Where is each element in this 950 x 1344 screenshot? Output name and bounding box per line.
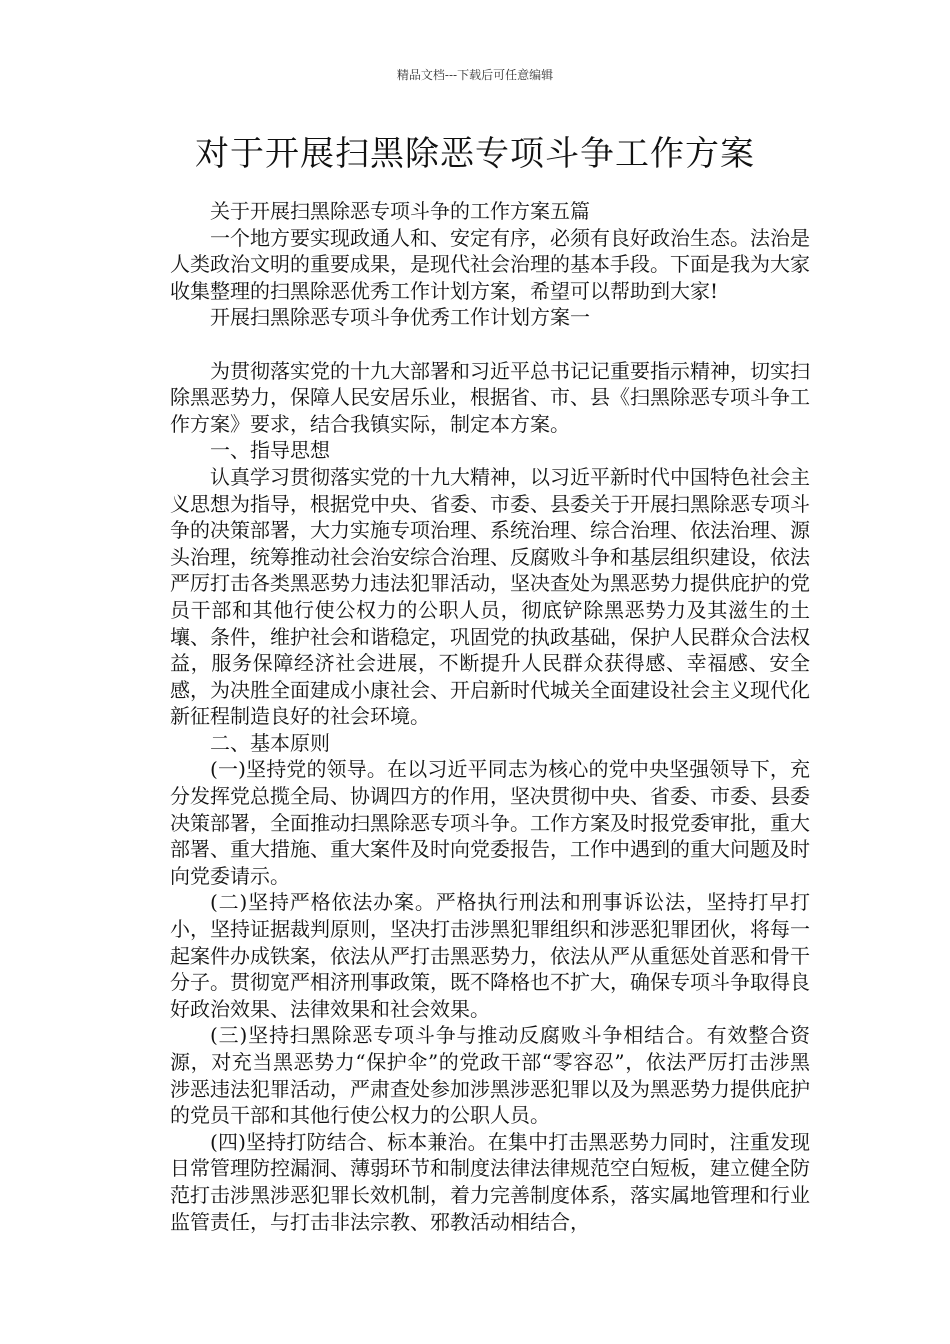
section-heading-1: 一、指导思想: [210, 438, 330, 463]
principle-paragraph-1: (一)坚持党的领导。在以习近平同志为核心的党中央坚强领导下，充分发挥党总揽全局、协调四方的作用，坚决贯彻中央、省委、市委、县委决策部署，全面推动扫黑除恶专项斗争。工作方案及时报党委审批，重大部署、重大措施、重大案件及时向党委报告，工作中遇到的重大问题及时向党委请示。: [170, 757, 810, 888]
subtitle-paragraph: 关于开展扫黑除恶专项斗争的工作方案五篇: [210, 199, 590, 223]
principle-paragraph-2: (二)坚持严格依法办案。严格执行刑法和刑事诉讼法，坚持打早打小，坚持证据裁判原则，坚决打击涉黑犯罪组织和涉恶犯罪团伙，将每一起案件办成铁案，依法从严打击黑恶势力，依法从严从重惩处首恶和骨干分子。贯彻宽严相济刑事政策，既不降格也不扩大，确保专项斗争取得良好政治效果、法律效果和社会效果。: [170, 890, 810, 1021]
guiding-ideology-paragraph: 认真学习贯彻落实党的十九大精神，以习近平新时代中国特色社会主义思想为指导，根据党中央、省委、市委、县委关于开展扫黑除恶专项斗争的决策部署，大力实施专项治理、系统治理、综合治理、依法治理、源头治理，统筹推动社会治安综合治理、反腐败斗争和基层组织建设，依法严厉打击各类黑恶势力违法犯罪活动，坚决查处为黑恶势力提供庇护的党员干部和其他行使公权力的公职人员，彻底铲除黑恶势力及其滋生的土壤、条件，维护社会和谐稳定，巩固党的执政基础，保护人民群众合法权益，服务保障经济社会进展，不断提升人民群众获得感、幸福感、安全感，为决胜全面建成小康社会、开启新时代城关全面建设社会主义现代化新征程制造良好的社会环境。: [170, 464, 810, 729]
intro-paragraph: 一个地方要实现政通人和、安定有序，必须有良好政治生态。法治是人类政治文明的重要成果，是现代社会治理的基本手段。下面是我为大家收集整理的扫黑除恶优秀工作计划方案，希望可以帮助到大家!: [170, 225, 810, 303]
document-body: [170, 198, 810, 1235]
blank-line: [170, 331, 810, 358]
section-heading-2: 二、基本原则: [210, 730, 330, 755]
principle-paragraph-3: (三)坚持扫黑除恶专项斗争与推动反腐败斗争相结合。有效整合资源，对充当黑恶势力“保护伞”的党政干部“零容忍”，依法严厉打击涉黑涉恶违法犯罪活动，严肃查处参加涉黑涉恶犯罪以及为黑恶势力提供庇护的党员干部和其他行使公权力的公职人员。: [170, 1023, 810, 1128]
purpose-paragraph: 为贯彻落实党的十九大部署和习近平总书记记重要指示精神，切实扫除黑恶势力，保障人民安居乐业，根据省、市、县《扫黑除恶专项斗争工作方案》要求，结合我镇实际，制定本方案。: [170, 358, 810, 436]
principle-paragraph-4: (四)坚持打防结合、标本兼治。在集中打击黑恶势力同时，注重发现日常管理防控漏洞、薄弱环节和制度法律法律规范空白短板，建立健全防范打击涉黑涉恶犯罪长效机制，着力完善制度体系，落实属地管理和行业监管责任，与打击非法宗教、邪教活动相结合，: [170, 1129, 810, 1234]
plan-heading: 开展扫黑除恶专项斗争优秀工作计划方案一: [210, 305, 590, 330]
document-title: 对于开展扫黑除恶专项斗争工作方案: [195, 134, 755, 174]
header-note: 精品文档---下载后可任意编辑: [396, 68, 554, 82]
